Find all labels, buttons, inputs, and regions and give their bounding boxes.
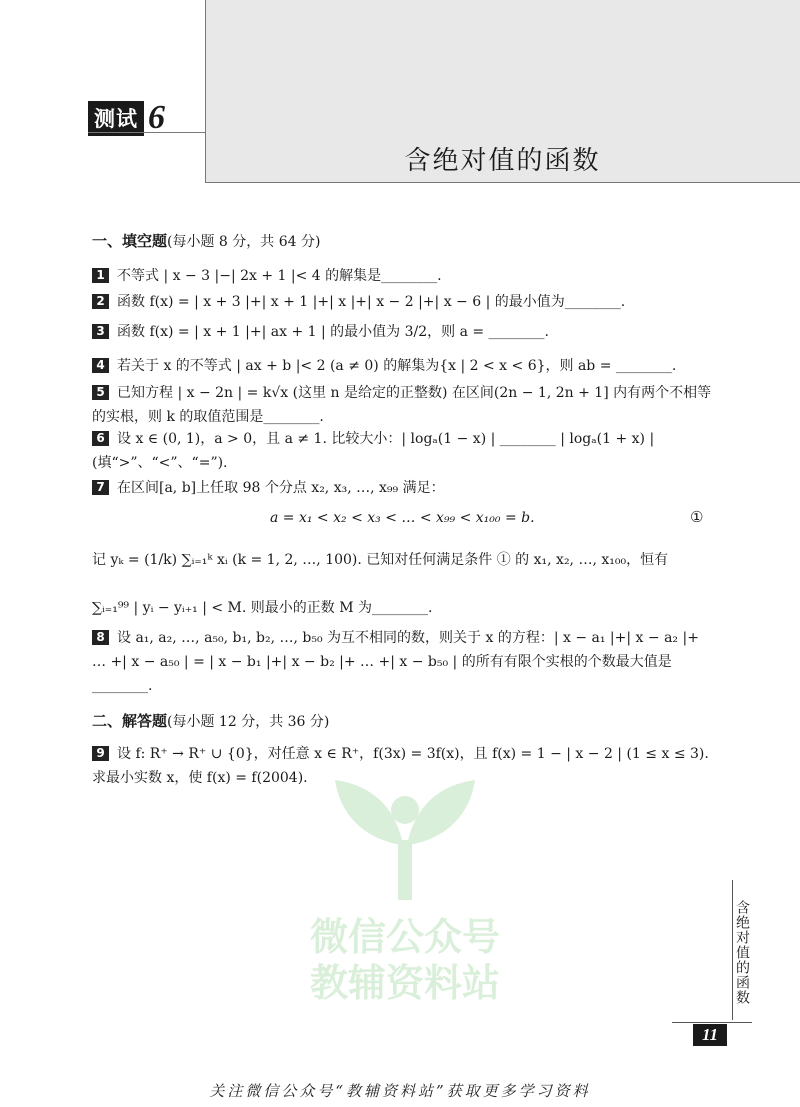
section-title: 二、解答题 [92,712,168,730]
watermark-line-2: 教辅资料站 [309,961,500,1005]
question-text: 设 f: R⁺ → R⁺ ∪ {0}，对任意 x ∈ R⁺，f(3x) = 3f(x)，且 f(x) = 1 − | x − 2 | (1 ≤ x ≤ 3). 求最小实数 x，使 f(x) = f(2004). [92,746,709,786]
q7-formula: a = x₁ < x₂ < x₃ < … < x₉₉ < x₁₀₀ = b. [270,510,535,526]
test-label-text: 测试 [88,101,144,136]
question [92,354,712,378]
question-number: 3 [92,324,109,339]
question-text: 已知方程 | x − 2n | = k√x (这里 n 是给定的正整数) 在区间(2n − 1, 2n + 1] 内有两个不相等的实根，则 k 的取值范围是________. [92,385,712,425]
question [92,264,712,288]
question-number: 4 [92,358,109,373]
question [92,427,712,475]
page-number: 11 [693,1024,727,1046]
section-subtitle: (每小题 12 分，共 36 分) [167,714,330,730]
question-number: 9 [92,746,109,761]
header-rule [88,132,205,133]
question-text: 若关于 x 的不等式 | ax + b |< 2 (a ≠ 0) 的解集为{x | 2 < x < 6}，则 ab = ________. [117,358,677,374]
question [92,476,712,500]
test-number: 6 [148,99,165,136]
question-number: 8 [92,630,109,645]
question [92,290,712,314]
question-text: 在区间[a, b]上任取 98 个分点 x₂, x₃, …, x₉₉ 满足： [117,480,445,496]
question [92,742,712,790]
question-number: 6 [92,431,109,446]
question-number: 5 [92,385,109,400]
page-number-rule [672,1022,752,1023]
q7-marker: ① [690,508,704,526]
sprout-logo-icon [325,770,485,910]
question-number: 7 [92,480,109,495]
page-title: 含绝对值的函数 [404,146,601,176]
section-subtitle: (每小题 8 分，共 64 分) [167,234,321,250]
question [92,320,712,344]
q7-line-3: ∑ᵢ₌₁⁹⁹ | yᵢ − yᵢ₊₁ | < M. 则最小的正数 M 为________. [92,600,433,616]
sidebar-rule [732,880,733,1020]
question-text: 设 a₁, a₂, …, a₅₀, b₁, b₂, …, b₅₀ 为互不相同的数，则关于 x 的方程：| x − a₁ |+| x − a₂ |+ … +| x − a₅₀ | = | x − b₁ |+| x − b₂ |+ … +| x − b₅₀ | 的所有有限个实根的个数最大值是________. [92,630,699,694]
question-text: 函数 f(x) = | x + 1 |+| ax + 1 | 的最小值为 3/2，则 a = ________. [117,324,550,340]
sidebar-chapter-title: 含绝对值的函数 [734,900,750,1005]
section-heading-solution [92,710,329,731]
question [92,626,712,698]
watermark-line-1: 微信公众号 [309,915,500,959]
watermark [300,770,510,1030]
test-label [88,99,165,136]
question-text: 设 x ∈ (0, 1)，a > 0，且 a ≠ 1. 比较大小：| logₐ(1 − x) | ________ | logₐ(1 + x) | (填“>”、“<”、“=”). [92,431,655,471]
question-text: 不等式 | x − 3 |−| 2x + 1 |< 4 的解集是________. [117,268,442,284]
section-title: 一、填空题 [92,232,168,250]
q7-line-2: 记 yₖ = (1/k) ∑ᵢ₌₁ᵏ xᵢ (k = 1, 2, …, 100). 已知对任何满足条件 ① 的 x₁, x₂, …, x₁₀₀，恒有 [92,552,669,568]
question-number: 1 [92,268,109,283]
footer-note: 关注微信公众号“教辅资料站”获取更多学习资料 [209,1082,591,1100]
question-number: 2 [92,294,109,309]
question-text: 函数 f(x) = | x + 3 |+| x + 1 |+| x |+| x − 2 |+| x − 6 | 的最小值为________. [117,294,626,310]
section-heading-fill-blank [92,230,320,251]
question [92,381,712,429]
